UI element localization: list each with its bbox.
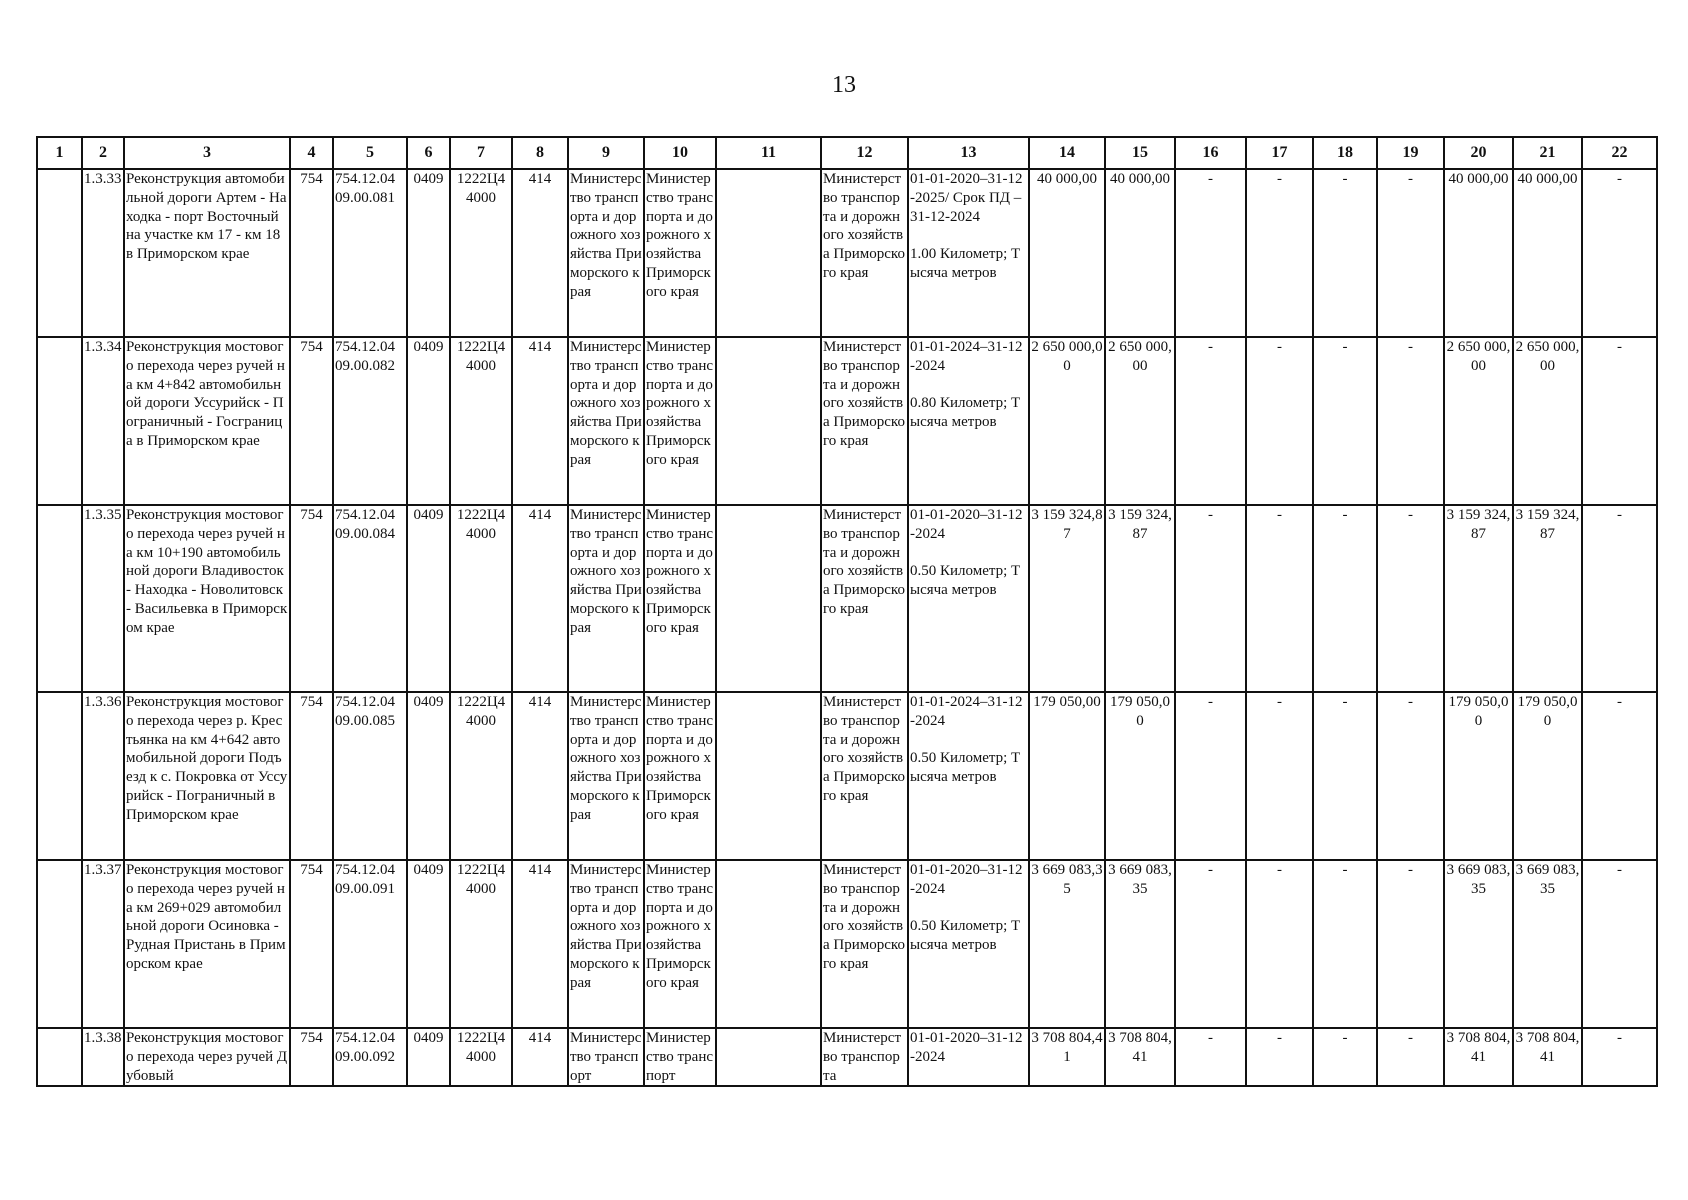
cell-c21: 2 650 000,00: [1513, 337, 1582, 505]
page-number: 13: [832, 72, 856, 98]
cell-c13: [908, 505, 1029, 692]
cell-c8: 414: [512, 505, 568, 692]
cell-c5: 754.12.04 09.00.092: [333, 1028, 407, 1086]
cell-c13: [908, 692, 1029, 860]
cell-c5: 754.12.04 09.00.085: [333, 692, 407, 860]
cell-c22: -: [1582, 860, 1657, 1028]
col-header-3: 3: [124, 137, 290, 169]
cell-c14: 40 000,00: [1029, 169, 1105, 337]
col-header-2: 2: [82, 137, 124, 169]
cell-c18: -: [1313, 169, 1377, 337]
cell-c13: [908, 337, 1029, 505]
cell-c16: -: [1175, 860, 1246, 1028]
cell-c14: 179 050,00: [1029, 692, 1105, 860]
col-header-21: 21: [1513, 137, 1582, 169]
cell-c14: 3 708 804,41: [1029, 1028, 1105, 1086]
object-name: Реконструкция автомобильной дороги Артем - Находка - порт Восточный на участке км 17 - км 18 в Приморском крае: [124, 169, 290, 337]
table-row: [37, 337, 1657, 505]
cell-c6: 0409: [407, 860, 450, 1028]
col-header-14: 14: [1029, 137, 1105, 169]
cell-c5: 754.12.04 09.00.081: [333, 169, 407, 337]
header-row: [37, 137, 1657, 169]
cell-c15: 40 000,00: [1105, 169, 1175, 337]
cell-c5: 754.12.04 09.00.082: [333, 337, 407, 505]
period: 01-01-2024–31-12-2024: [910, 339, 1023, 374]
cell-c20: 40 000,00: [1444, 169, 1513, 337]
cell-c22: -: [1582, 337, 1657, 505]
cell-c9: Министерство транспорт: [568, 1028, 644, 1086]
table-row: [37, 1028, 1657, 1086]
cell-c18: -: [1313, 505, 1377, 692]
cell-c15: 179 050,00: [1105, 692, 1175, 860]
table-row: [37, 860, 1657, 1028]
cell-c10: Министерство транспорта и дорожного хозяйства Приморского края: [644, 860, 716, 1028]
capacity: 0.50 Километр; Тысяча метров: [910, 918, 1021, 954]
cell-c12: Министерство транспорта: [821, 1028, 908, 1086]
capacity: 0.80 Километр; Тысяча метров: [910, 395, 1021, 431]
cell-c19: -: [1377, 337, 1444, 505]
cell-c21: 3 669 083,35: [1513, 860, 1582, 1028]
cell-c4: 754: [290, 692, 333, 860]
col-header-4: 4: [290, 137, 333, 169]
cell-c12: Министерство транспорта и дорожного хозяйства Приморского края: [821, 505, 908, 692]
cell-c20: 3 159 324,87: [1444, 505, 1513, 692]
row-number: 1.3.37: [82, 860, 124, 1028]
cell-c7: 1222Ц4 4000: [450, 505, 512, 692]
cell-c15: 3 708 804,41: [1105, 1028, 1175, 1086]
cell-c22: -: [1582, 692, 1657, 860]
cell-c16: -: [1175, 505, 1246, 692]
row-number: 1.3.33: [82, 169, 124, 337]
cell-c18: -: [1313, 860, 1377, 1028]
cell-c16: -: [1175, 169, 1246, 337]
cell-c4: 754: [290, 1028, 333, 1086]
cell-c19: -: [1377, 169, 1444, 337]
cell-c11: [716, 337, 821, 505]
cell-c12: Министерство транспорта и дорожного хозяйства Приморского края: [821, 337, 908, 505]
cell-c5: 754.12.04 09.00.084: [333, 505, 407, 692]
cell-c6: 0409: [407, 505, 450, 692]
col-header-9: 9: [568, 137, 644, 169]
capacity: 0.50 Километр; Тысяча метров: [910, 563, 1021, 599]
col-header-7: 7: [450, 137, 512, 169]
col-header-6: 6: [407, 137, 450, 169]
cell-c21: 40 000,00: [1513, 169, 1582, 337]
cell-c8: 414: [512, 337, 568, 505]
cell-c17: -: [1246, 169, 1313, 337]
cell-c11: [716, 692, 821, 860]
table-row: [37, 505, 1657, 692]
cell-c15: 3 669 083,35: [1105, 860, 1175, 1028]
cell-c15: 3 159 324,87: [1105, 505, 1175, 692]
cell-c11: [716, 1028, 821, 1086]
cell-c11: [716, 860, 821, 1028]
period: 01-01-2020–31-12-2024: [910, 507, 1023, 542]
cell-c19: -: [1377, 860, 1444, 1028]
cell-c4: 754: [290, 169, 333, 337]
cell-c22: -: [1582, 1028, 1657, 1086]
cell-c6: 0409: [407, 169, 450, 337]
cell-c13: [908, 169, 1029, 337]
object-name: Реконструкция мостового перехода через р. Крестьянка на км 4+642 автомобильной дороги Подъезд к с. Покровка от Уссурийск - Пограничный в Приморском крае: [124, 692, 290, 860]
cell-c12: Министерство транспорта и дорожного хозяйства Приморского края: [821, 860, 908, 1028]
col-header-1: 1: [37, 137, 82, 169]
cell-c19: -: [1377, 505, 1444, 692]
investment-table: [36, 136, 1658, 1087]
object-name: Реконструкция мостового перехода через ручей на км 4+842 автомобильной дороги Уссурийск - Пограничный - Госграница в Приморском крае: [124, 337, 290, 505]
cell-c6: 0409: [407, 337, 450, 505]
cell-c9: Министерство транспорта и дорожного хозяйства Приморского края: [568, 337, 644, 505]
cell-c16: -: [1175, 692, 1246, 860]
cell-c21: 179 050,00: [1513, 692, 1582, 860]
cell-c9: Министерство транспорта и дорожного хозяйства Приморского края: [568, 169, 644, 337]
cell-c20: 179 050,00: [1444, 692, 1513, 860]
capacity: 0.50 Километр; Тысяча метров: [910, 750, 1021, 786]
cell-c22: -: [1582, 169, 1657, 337]
cell-c8: 414: [512, 860, 568, 1028]
cell-c4: 754: [290, 505, 333, 692]
cell-c4: 754: [290, 860, 333, 1028]
cell-c9: Министерство транспорта и дорожного хозяйства Приморского края: [568, 860, 644, 1028]
cell-c5: 754.12.04 09.00.091: [333, 860, 407, 1028]
cell-c13: [908, 1028, 1029, 1086]
cell-c14: 2 650 000,00: [1029, 337, 1105, 505]
cell-c20: 3 669 083,35: [1444, 860, 1513, 1028]
cell-c14: 3 159 324,87: [1029, 505, 1105, 692]
cell-c16: -: [1175, 1028, 1246, 1086]
cell-c10: Министерство транспорта и дорожного хозяйства Приморского края: [644, 169, 716, 337]
cell-c21: 3 708 804,41: [1513, 1028, 1582, 1086]
period: 01-01-2020–31-12-2025/ Срок ПД – 31-12-2024: [910, 171, 1023, 225]
col-header-8: 8: [512, 137, 568, 169]
cell-c17: -: [1246, 1028, 1313, 1086]
cell-c9: Министерство транспорта и дорожного хозяйства Приморского края: [568, 505, 644, 692]
cell-c18: -: [1313, 337, 1377, 505]
capacity: 1.00 Километр; Тысяча метров: [910, 246, 1021, 281]
cell-c12: Министерство транспорта и дорожного хозяйства Приморского края: [821, 692, 908, 860]
cell-c9: Министерство транспорта и дорожного хозяйства Приморского края: [568, 692, 644, 860]
period: 01-01-2020–31-12-2024: [910, 862, 1023, 897]
row-number: 1.3.38: [82, 1028, 124, 1086]
cell-c6: 0409: [407, 1028, 450, 1086]
col-header-18: 18: [1313, 137, 1377, 169]
col-header-10: 10: [644, 137, 716, 169]
col-header-20: 20: [1444, 137, 1513, 169]
object-name: Реконструкция мостового перехода через ручей Дубовый: [124, 1028, 290, 1086]
cell-c7: 1222Ц4 4000: [450, 169, 512, 337]
col-header-19: 19: [1377, 137, 1444, 169]
cell-c7: 1222Ц4 4000: [450, 860, 512, 1028]
cell-c20: 3 708 804,41: [1444, 1028, 1513, 1086]
cell-c17: -: [1246, 505, 1313, 692]
cell-c17: -: [1246, 337, 1313, 505]
cell-c18: -: [1313, 692, 1377, 860]
cell-c20: 2 650 000,00: [1444, 337, 1513, 505]
cell-c22: -: [1582, 505, 1657, 692]
cell-c15: 2 650 000,00: [1105, 337, 1175, 505]
cell-c19: -: [1377, 692, 1444, 860]
period: 01-01-2020–31-12-2024: [910, 1030, 1023, 1065]
cell-c19: -: [1377, 1028, 1444, 1086]
cell-c10: Министерство транспорта и дорожного хозяйства Приморского края: [644, 692, 716, 860]
col-header-13: 13: [908, 137, 1029, 169]
cell-c10: Министерство транспорта и дорожного хозяйства Приморского края: [644, 505, 716, 692]
cell-c8: 414: [512, 169, 568, 337]
cell-c16: -: [1175, 337, 1246, 505]
col-header-5: 5: [333, 137, 407, 169]
col-header-22: 22: [1582, 137, 1657, 169]
col-header-12: 12: [821, 137, 908, 169]
cell-c18: -: [1313, 1028, 1377, 1086]
object-name: Реконструкция мостового перехода через ручей на км 10+190 автомобильной дороги Владивосток - Находка - Новолитовск - Васильевка в Приморском крае: [124, 505, 290, 692]
cell-c7: 1222Ц4 4000: [450, 692, 512, 860]
cell-c11: [716, 169, 821, 337]
cell-c10: Министерство транспорта и дорожного хозяйства Приморского края: [644, 337, 716, 505]
cell-c14: 3 669 083,35: [1029, 860, 1105, 1028]
cell-c6: 0409: [407, 692, 450, 860]
col-header-16: 16: [1175, 137, 1246, 169]
cell-c17: -: [1246, 860, 1313, 1028]
row-number: 1.3.36: [82, 692, 124, 860]
col-header-11: 11: [716, 137, 821, 169]
table-row: [37, 169, 1657, 337]
cell-c7: 1222Ц4 4000: [450, 1028, 512, 1086]
row-number: 1.3.34: [82, 337, 124, 505]
col-header-17: 17: [1246, 137, 1313, 169]
row-number: 1.3.35: [82, 505, 124, 692]
cell-c21: 3 159 324,87: [1513, 505, 1582, 692]
object-name: Реконструкция мостового перехода через ручей на км 269+029 автомобильной дороги Осиновка - Рудная Пристань в Приморском крае: [124, 860, 290, 1028]
table-row: [37, 692, 1657, 860]
cell-c12: Министерство транспорта и дорожного хозяйства Приморского края: [821, 169, 908, 337]
cell-c17: -: [1246, 692, 1313, 860]
cell-c4: 754: [290, 337, 333, 505]
cell-c7: 1222Ц4 4000: [450, 337, 512, 505]
col-header-15: 15: [1105, 137, 1175, 169]
cell-c13: [908, 860, 1029, 1028]
cell-c10: Министерство транспорт: [644, 1028, 716, 1086]
cell-c8: 414: [512, 692, 568, 860]
cell-c8: 414: [512, 1028, 568, 1086]
period: 01-01-2024–31-12-2024: [910, 694, 1023, 729]
cell-c11: [716, 505, 821, 692]
